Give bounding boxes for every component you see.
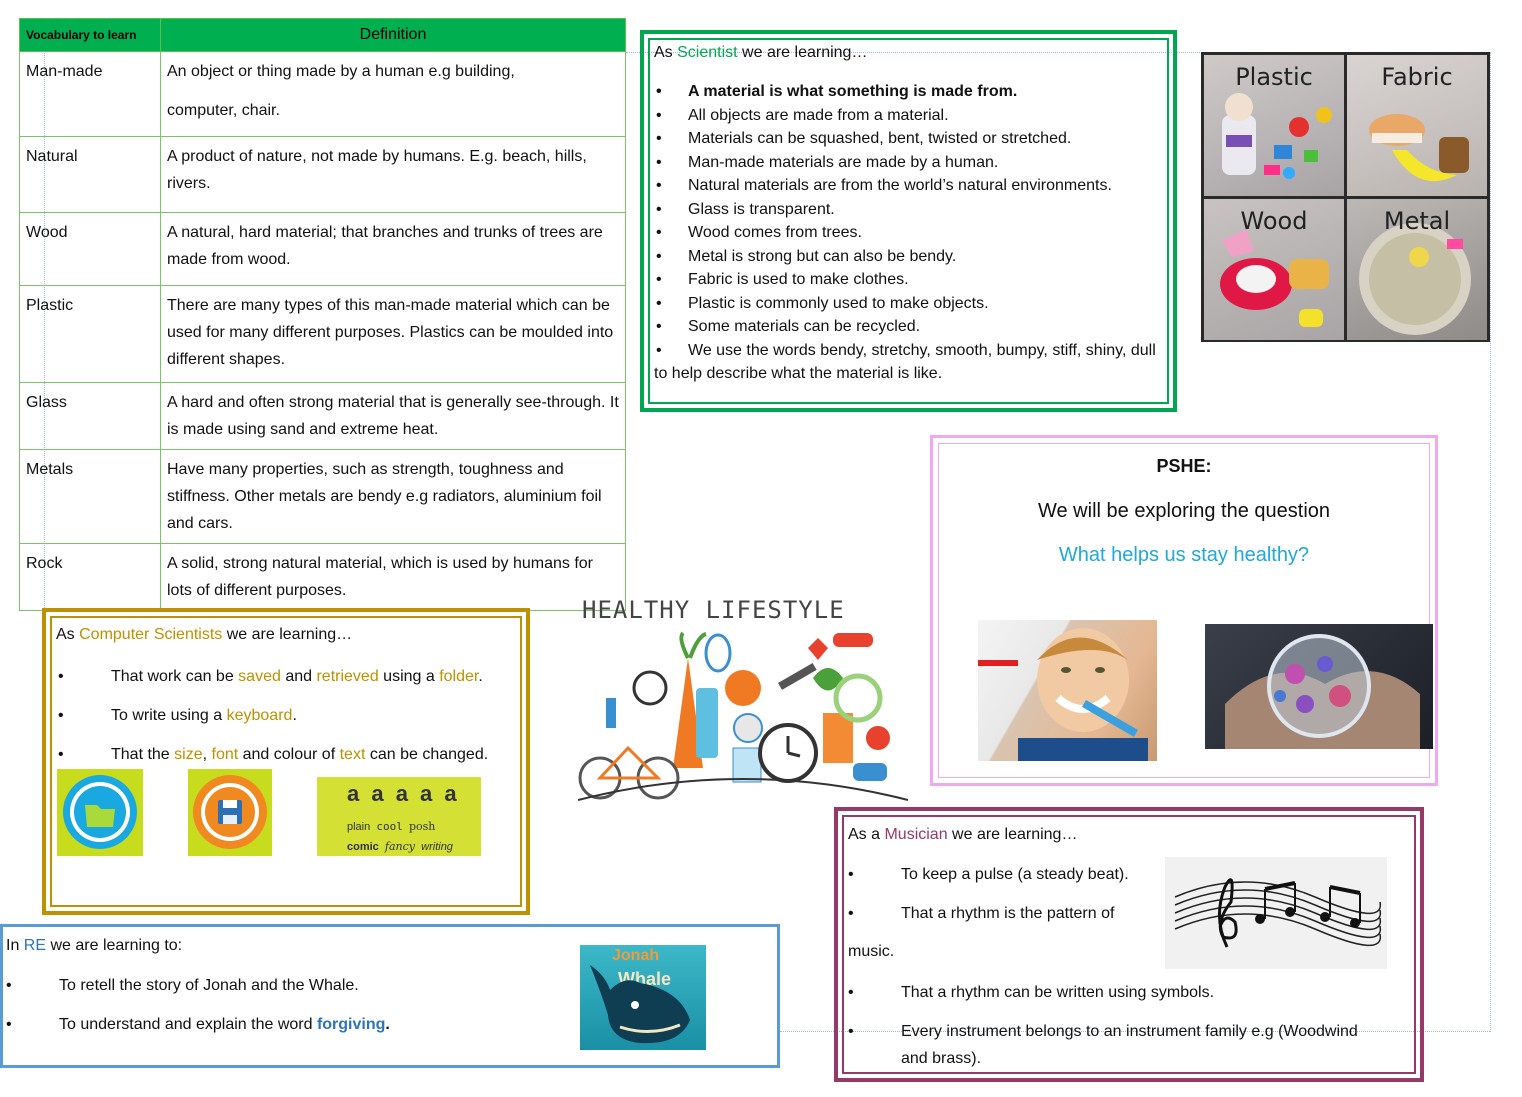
boy-brushing-teeth-photo (978, 620, 1157, 761)
vocabulary-table (19, 18, 626, 611)
science-subject: Scientist (677, 44, 738, 61)
vocab-definition: A hard and often strong material that is generally see-through. It is made using sand and extreme heat. (161, 383, 626, 450)
vocab-definition: There are many types of this man-made material which can be used for many different purposes. Plastics can be moulded into different shapes. (161, 286, 626, 383)
list-item: • Metal is strong but can also be bendy. (654, 245, 1164, 269)
wood-tile (1204, 199, 1344, 340)
list-item: • Wood comes from trees. (654, 221, 1164, 245)
music-intro: As a Musician we are learning… (848, 826, 1078, 843)
vocab-term: Metals (20, 450, 161, 544)
vocab-term: Glass (20, 383, 161, 450)
science-list (654, 80, 1164, 386)
vocab-term: Plastic (20, 286, 161, 383)
bullet: • (58, 668, 64, 685)
material-label: Fabric (1381, 63, 1453, 91)
pshe-line: We will be exploring the question (1037, 500, 1331, 522)
music-notes-icon (1165, 857, 1387, 969)
germs-magnifier-photo (1205, 624, 1433, 749)
vocab-definition: A natural, hard material; that branches and trunks of trees are made from wood. (161, 213, 626, 286)
pshe-title: PSHE: (1156, 456, 1212, 476)
bullet: • (848, 984, 854, 1001)
music-subject: Musician (884, 826, 948, 843)
list-item: • Some materials can be recycled. (654, 315, 1164, 339)
vocab-definition: Have many properties, such as strength, toughness and stiffness. Other metals are bendy e.g radiators, aluminium foil and cars. (161, 450, 626, 544)
font-size-sample: a a a a a (347, 781, 460, 806)
fonts-sample-image (317, 777, 481, 856)
metal-tile (1347, 199, 1487, 340)
table-row (20, 450, 626, 544)
vocab-term: Natural (20, 137, 161, 213)
science-box (640, 30, 1177, 412)
bullet: • (6, 1016, 12, 1033)
music-box: As a Musician we are learning… • To keep a pulse (a steady beat). • That a rhythm is the pattern of music. • That a rhythm can be written using symbols. • Every instrument belongs to an instrument family e.g (Woodwind and brass). (834, 807, 1424, 1082)
fabric-tile (1347, 55, 1487, 196)
vocab-definition-line: An object or thing made by a human e.g building, (167, 63, 515, 80)
vocab-definition: A solid, strong natural material, which is used by humans for lots of different purposes. (161, 544, 626, 611)
list-item: • Plastic is commonly used to make objects. (654, 292, 1164, 316)
table-row (20, 137, 626, 213)
vocab-term: Rock (20, 544, 161, 611)
computing-intro: As Computer Scientists we are learning… (56, 626, 353, 643)
book-title-jonah: Jonah (612, 947, 660, 964)
pshe-box (930, 435, 1438, 786)
vocab-definition (161, 52, 626, 137)
save-app-tile (188, 769, 272, 856)
whale-icon (580, 945, 706, 1050)
vocab-definition: A product of nature, not made by humans. E.g. beach, hills, rivers. (161, 137, 626, 213)
list-item-continued: and brass). (901, 1050, 982, 1067)
vocab-header-definition: Definition (161, 19, 626, 52)
vocab-term: Wood (20, 213, 161, 286)
table-row (20, 544, 626, 611)
science-intro: As Scientist we are learning… (654, 44, 868, 61)
table-row (20, 213, 626, 286)
computing-subject: Computer Scientists (79, 626, 223, 643)
vocab-definition-line: computer, chair. (167, 102, 280, 119)
bullet: • (848, 905, 854, 922)
table-row (20, 383, 626, 450)
table-row (20, 52, 626, 137)
toothbrush-boy-icon (978, 620, 1157, 761)
vocab-header-term: Vocabulary to learn (20, 19, 161, 52)
bullet: • (6, 977, 12, 994)
plastic-tile (1204, 55, 1344, 196)
folder-app-tile (57, 769, 143, 856)
bullet: • (848, 1023, 854, 1040)
materials-photo (1201, 52, 1490, 342)
pshe-question: What helps us stay healthy? (1058, 544, 1310, 566)
list-item: • We use the words bendy, stretchy, smooth, bumpy, stiff, shiny, dull to help describe what the material is like. (654, 339, 1164, 386)
re-box: In RE we are learning to: • To retell the story of Jonah and the Whale. • To understand and explain the word forgiving. Jonah Whale (0, 924, 780, 1068)
list-item: • A material is what something is made from. (654, 80, 1164, 104)
germs-magnifying-glass-icon (1205, 624, 1433, 749)
keyword-forgiving: forgiving (316, 1016, 386, 1033)
material-label: Plastic (1235, 63, 1313, 91)
list-item: • All objects are made from a material. (654, 104, 1164, 128)
font-names-row: comic fancy writing (347, 840, 453, 853)
music-notes-image (1165, 857, 1387, 969)
jonah-whale-book-cover (580, 945, 706, 1050)
computing-box: As Computer Scientists we are learning… • That work can be saved and retrieved using a folder. • To write using a keyboard. • That the size, font and colour of text can be changed. a a a a a plain cool posh comic fancy writing (42, 608, 530, 915)
list-item: • Glass is transparent. (654, 198, 1164, 222)
re-subject: RE (23, 937, 47, 954)
save-disk-icon (188, 769, 272, 856)
bullet: • (848, 866, 854, 883)
list-item: • Natural materials are from the world’s natural environments. (654, 174, 1164, 198)
list-item: • Materials can be squashed, bent, twisted or stretched. (654, 127, 1164, 151)
list-item: • Fabric is used to make clothes. (654, 268, 1164, 292)
material-label: Wood (1240, 207, 1308, 235)
list-item-continued: music. (848, 943, 895, 960)
guide-line (1490, 52, 1491, 1032)
table-row (20, 286, 626, 383)
vocab-term: Man-made (20, 52, 161, 137)
material-label: Metal (1383, 207, 1451, 235)
bullet: • (58, 707, 64, 724)
healthy-items-icon (578, 628, 908, 804)
healthy-lifestyle-illustration (578, 592, 908, 804)
bullet: • (58, 746, 64, 763)
folder-icon (57, 769, 143, 856)
healthy-lifestyle-title: HEALTHY LIFESTYLE (582, 596, 845, 624)
book-title-whale: Whale (618, 969, 672, 989)
list-item: • Man-made materials are made by a human. (654, 151, 1164, 175)
re-intro: In RE we are learning to: (6, 937, 183, 954)
font-names-row: plain cool posh (347, 820, 436, 833)
